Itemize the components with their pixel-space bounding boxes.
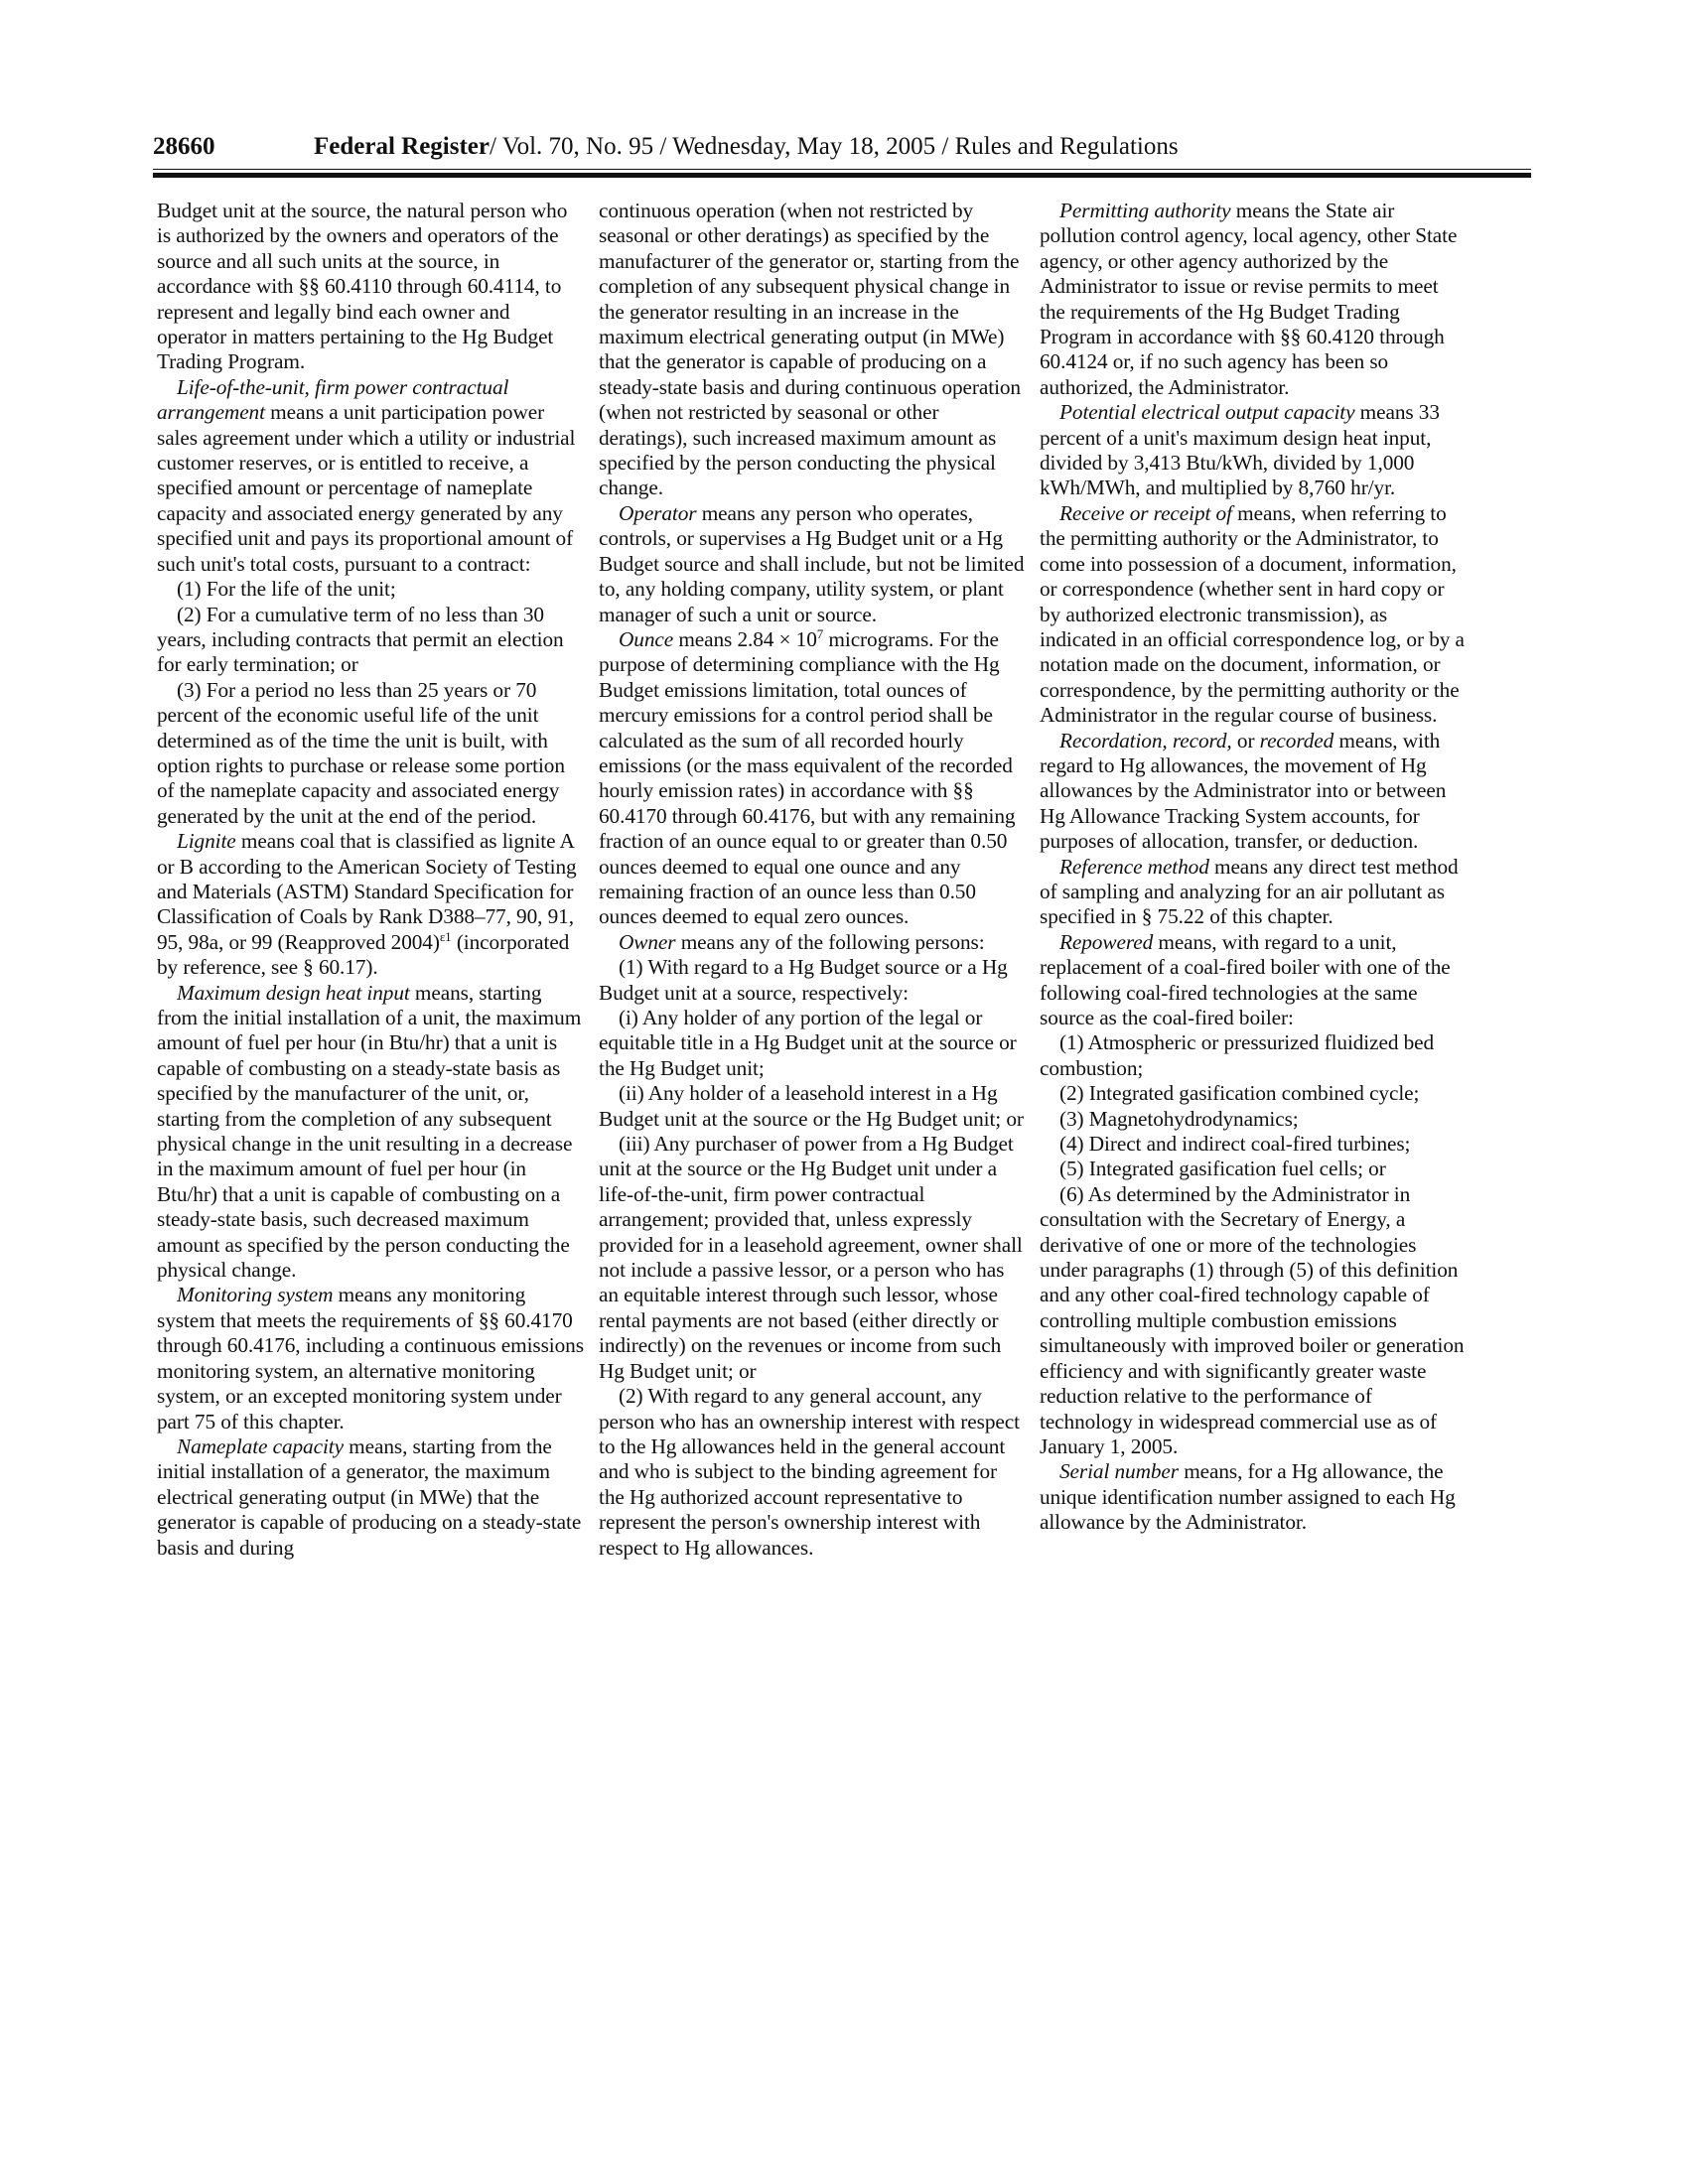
definition-text: means 2.84 × 10 — [673, 626, 817, 651]
definition-paragraph — [1040, 930, 1467, 1031]
definition-text: means a unit participation power sales agreement under which a utility or industrial customer reserves, or is entitled to receive, a specified amount or percentage of nameplate capacity and associated energy generated by any specified unit and pays its proportional amount of such unit's total costs, pursuant to a contract: — [157, 400, 576, 576]
definition-paragraph — [1040, 199, 1467, 400]
paragraph: (5) Integrated gasification fuel cells; or — [1059, 1157, 1386, 1181]
page-number: 28660 — [153, 133, 215, 160]
defined-term: Operator — [619, 500, 697, 525]
paragraph: (1) For the life of the unit; — [177, 577, 396, 602]
header-rule-thin — [153, 169, 1531, 170]
defined-term: Receive or receipt of — [1059, 500, 1232, 525]
superscript: ε1 — [439, 928, 452, 944]
definition-paragraph — [1040, 501, 1467, 729]
defined-term: Lignite — [177, 829, 236, 854]
paragraph: (6) As determined by the Administrator in consultation with the Secretary of Energy, a derivative of one or more of the technologies under paragraphs (1) through (5) of this definition and any other coal-fired technology capable of controlling multiple combustion emissions simultaneously with improved boiler or generation efficiency and with significantly greater waste reduction relative to the performance of technology in widespread commercial use as of January 1, 2005. — [1040, 1181, 1465, 1458]
paragraph: (2) Integrated gasification combined cycle; — [1059, 1081, 1420, 1106]
paragraph: (2) With regard to any general account, any person who has an ownership interest with respect to the Hg allowances held in the general account and who is subject to the binding agreement for the Hg authorized account representative to represent the person's ownership interest with respect to Hg allowances. — [599, 1384, 1020, 1560]
definition-text: means, with regard to Hg allowances, the movement of Hg allowances by the Administrator into or between Hg Allowance Tracking System accounts, for purposes of allocation, transfer, or deduction. — [1040, 728, 1447, 854]
definition-text: means, for a Hg allowance, the unique identification number assigned to each Hg allowance by the Administrator. — [1040, 1459, 1456, 1535]
publication-name: Federal Register — [314, 133, 491, 160]
definition-text: means any monitoring system that meets the requirements of §§ 60.4170 through 60.4176, including a continuous emissions monitoring system, an alternative monitoring system, or an excepted monitoring system under part 75 of this chapter. — [157, 1283, 584, 1433]
defined-term: Repowered — [1059, 929, 1154, 954]
column-1 — [157, 199, 584, 1561]
definition-paragraph — [599, 501, 1026, 627]
paragraph: continuous operation (when not restricted by seasonal or other deratings) as specified by the manufacturer of the generator or, starting from the completion of any subsequent physical change in the generator resulting in an increase in the maximum electrical generating output (in MWe) that the generator is capable of producing on a steady-state basis and during continuous operation (when not restricted by seasonal or other deratings), such increased maximum amount as specified by the person conducting the physical change. — [599, 199, 1021, 500]
definition-text: means 33 percent of a unit's maximum design heat input, divided by 3,413 Btu/kWh, divided by 1,000 kWh/MWh, and multiplied by 8,760 hr/yr. — [1040, 400, 1440, 500]
defined-term: Ounce — [619, 626, 674, 651]
paragraph: (ii) Any holder of a leasehold interest in a Hg Budget unit at the source or the Hg Budget unit; or — [599, 1081, 1024, 1131]
definition-paragraph — [157, 1283, 584, 1433]
definition-text: or — [1231, 728, 1260, 752]
superscript: 7 — [816, 625, 824, 641]
defined-term: Nameplate capacity — [177, 1433, 344, 1458]
definition-text: means coal that is classified as lignite A or B according to the American Society of Testing and Materials (ASTM) Standard Specification for Classification of Coals by Rank D388–77, 90, 91, 95, 98a, or 99 (Reapproved 2004) — [157, 829, 577, 954]
definition-paragraph — [1040, 400, 1467, 501]
definition-text: means, starting from the initial installation of a generator, the maximum electrical generating output (in MWe) that the generator is capable of producing on a steady-state basis and during — [157, 1433, 582, 1560]
definition-paragraph — [599, 930, 1026, 955]
definition-paragraph — [599, 627, 1026, 930]
definition-text: micrograms. For the purpose of determining compliance with the Hg Budget emissions limitation, total ounces of mercury emissions for a control period shall be calculated as the sum of all recorded hourly emissions (or the mass equivalent of the recorded hourly emission rates) in accordance with §§ 60.4170 through 60.4176, but with any remaining fraction of an ounce equal to or greater than 0.50 ounces deemed to equal one ounce and any remaining fraction of an ounce less than 0.50 ounces deemed to equal zero ounces. — [599, 626, 1016, 929]
column-2 — [599, 199, 1026, 1561]
definition-text: means, when referring to the permitting authority or the Administrator, to come into possession of a document, information, or correspondence (whether sent in hard copy or by authorized electronic transmission), as indicated in an official correspondence log, or by a notation made on the document, information, or correspondence, by the permitting authority or the Administrator in the regular course of business. — [1040, 500, 1465, 728]
defined-term: Life-of-the-unit, firm power contractual arrangement — [157, 374, 509, 425]
definition-text: means any of the following persons: — [675, 929, 985, 954]
definition-text: (incorporated by reference, see § 60.17). — [157, 929, 570, 980]
issue-info: / Vol. 70, No. 95 / Wednesday, May 18, 2005 / Rules and Regulations — [490, 133, 1179, 160]
defined-term: Permitting authority — [1059, 199, 1231, 222]
definition-text: means the State air pollution control agency, local agency, other State agency, or other agency authorized by the Administrator to issue or revise permits to meet the requirements of the Hg Budget Trading Program in accordance with §§ 60.4120 through 60.4124 or, if no such agency has been so authorized, the Administrator. — [1040, 199, 1458, 399]
paragraph: (1) Atmospheric or pressurized fluidized bed combustion; — [1040, 1030, 1435, 1080]
definition-text: means, starting from the initial installation of a unit, the maximum amount of fuel per hour (in Btu/hr) that a unit is capable of combusting on a steady-state basis as specified by the manufacturer of the unit, or, starting from the completion of any subsequent physical change in the unit resulting in a decrease in the maximum amount of fuel per hour (in Btu/hr) that a unit is capable of combusting on a steady-state basis, such decreased maximum amount as specified by the person conducting the physical change. — [157, 980, 582, 1283]
defined-term: Recordation, record, — [1059, 728, 1232, 752]
definition-paragraph — [157, 1434, 584, 1561]
definition-text: means any direct test method of sampling and analyzing for an air pollutant as specified in § 75.22 of this chapter. — [1040, 854, 1459, 929]
paragraph: (iii) Any purchaser of power from a Hg Budget unit at the source or the Hg Budget unit under a life-of-the-unit, firm power contractual arrangement; provided that, unless expressly provided for in a leasehold agreement, owner shall not include a passive lessor, or a person who has an equitable interest through such lessor, whose rental payments are not based (either directly or indirectly) on the revenues or income from such Hg Budget unit; or — [599, 1132, 1023, 1383]
defined-term: Monitoring system — [177, 1283, 334, 1307]
defined-term: Potential electrical output capacity — [1059, 400, 1355, 425]
defined-term: Reference method — [1059, 854, 1209, 879]
defined-term: recorded — [1259, 728, 1334, 752]
definition-paragraph — [157, 375, 584, 577]
paragraph: (3) For a period no less than 25 years or 70 percent of the economic useful life of the unit determined as of the time the unit is built, with option rights to purchase or release some portion of the nameplate capacity and associated energy generated by the unit at the end of the period. — [157, 677, 565, 828]
paragraph: (3) Magnetohydrodynamics; — [1059, 1106, 1299, 1131]
defined-term: Owner — [619, 929, 676, 954]
paragraph: Budget unit at the source, the natural person who is authorized by the owners and operators of the source and all such units at the source, in accordance with §§ 60.4110 through 60.4114, to represent and legally bind each owner and operator in matters pertaining to the Hg Budget Trading Program. — [157, 199, 568, 374]
paragraph: (i) Any holder of any portion of the legal or equitable title in a Hg Budget unit at the source or the Hg Budget unit; — [599, 1006, 1017, 1080]
defined-term: Maximum design heat input — [177, 980, 410, 1005]
column-3 — [1040, 199, 1467, 1536]
definition-paragraph — [157, 981, 584, 1284]
definition-paragraph — [1040, 855, 1467, 930]
header-rule-thick — [153, 173, 1531, 178]
defined-term: Serial number — [1059, 1459, 1179, 1484]
definition-text: means any person who operates, controls, or supervises a Hg Budget unit or a Hg Budget source and shall include, but not be limited to, any holding company, utility system, or plant manager of such a unit or source. — [599, 500, 1025, 626]
definition-paragraph — [1040, 1459, 1467, 1535]
page-header — [153, 127, 1531, 167]
paragraph: (2) For a cumulative term of no less than 30 years, including contracts that permit an election for early termination; or — [157, 602, 564, 677]
paragraph: (4) Direct and indirect coal-fired turbines; — [1059, 1132, 1411, 1157]
definition-text: means, with regard to a unit, replacement of a coal-fired boiler with one of the following coal-fired technologies at the same source as the coal-fired boiler: — [1040, 929, 1451, 1029]
definition-paragraph — [157, 829, 584, 980]
running-head — [314, 127, 1179, 167]
definition-paragraph — [1040, 729, 1467, 855]
paragraph: (1) With regard to a Hg Budget source or a Hg Budget unit at a source, respectively: — [599, 955, 1008, 1005]
